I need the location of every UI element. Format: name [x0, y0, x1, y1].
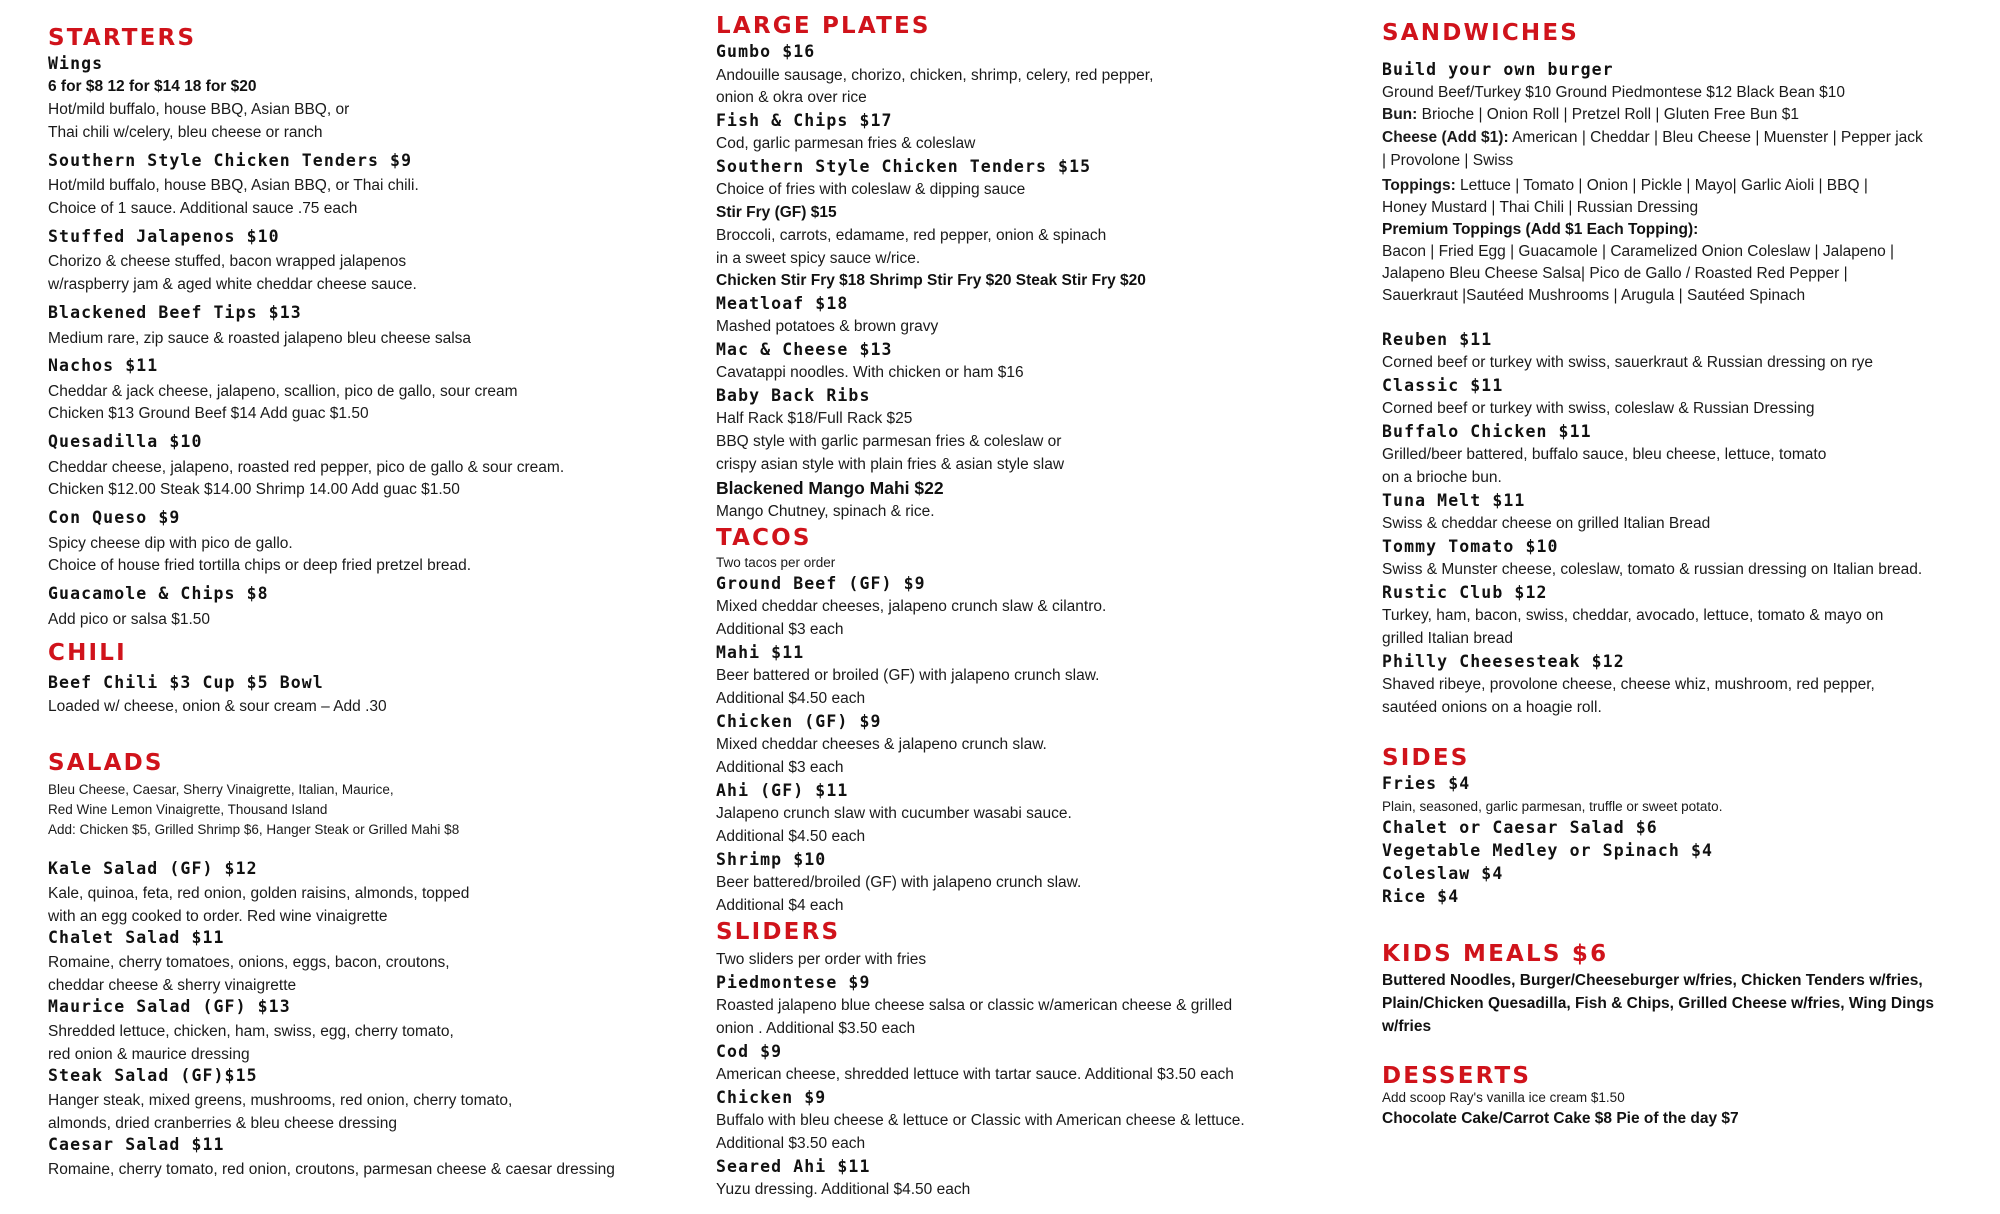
classic-desc: Corned beef or turkey with swiss, coleslaw & Russian Dressing — [1382, 400, 1815, 417]
fish-name: Fish & Chips $17 — [716, 111, 893, 130]
taco-ahi-name: Ahi (GF) $11 — [716, 781, 849, 800]
tommy-desc: Swiss & Munster cheese, coleslaw, tomato & russian dressing on Italian bread. — [1382, 561, 1923, 578]
chili-name: Beef Chili $3 Cup $5 Bowl — [48, 673, 324, 692]
kids-desc: Buttered Noodles, Burger/Cheeseburger w/fries, Chicken Tenders w/fries, — [1382, 972, 1923, 989]
jalapenos-desc: w/raspberry jam & aged white cheddar cheese sauce. — [48, 276, 417, 293]
caesar-name: Caesar Salad $11 — [48, 1135, 225, 1154]
byo-cheese — [1382, 127, 1923, 149]
jalapenos-desc: Chorizo & cheese stuffed, bacon wrapped jalapenos — [48, 253, 407, 270]
maurice-name: Maurice Salad (GF) $13 — [48, 997, 291, 1016]
kids-desc: w/fries — [1382, 1018, 1432, 1035]
buffalo-desc: Grilled/beer battered, buffalo sauce, bleu cheese, lettuce, tomato — [1382, 446, 1827, 463]
byo-toppings-cont: Honey Mustard | Thai Chili | Russian Dressing — [1382, 199, 1699, 216]
beeftips-name: Blackened Beef Tips $13 — [48, 303, 302, 322]
starter-tenders-desc: Choice of 1 sauce. Additional sauce .75 each — [48, 200, 358, 217]
gumbo-name: Gumbo $16 — [716, 42, 816, 61]
wings-name: Wings — [48, 54, 104, 73]
beeftips-desc: Medium rare, zip sauce & roasted jalapeno bleu cheese salsa — [48, 330, 472, 347]
cheese-options: American | Cheddar | Bleu Cheese | Muenster | Pepper jack — [1508, 129, 1923, 146]
steaksalad-desc: almonds, dried cranberries & bleu cheese dressing — [48, 1115, 397, 1132]
sliders-title: SLIDERS — [716, 919, 841, 945]
side-veg-name: Vegetable Medley or Spinach $4 — [1382, 841, 1714, 860]
bun-label: Bun: — [1382, 106, 1418, 123]
jalapenos-name: Stuffed Jalapenos $10 — [48, 227, 280, 246]
chili-title: CHILI — [48, 640, 127, 666]
nachos-desc: Chicken $13 Ground Beef $14 Add guac $1.50 — [48, 405, 369, 422]
taco-chicken-desc: Mixed cheddar cheeses & jalapeno crunch slaw. — [716, 736, 1047, 753]
gumbo-desc: Andouille sausage, chorizo, chicken, shrimp, celery, red pepper, — [716, 67, 1154, 84]
chalet-desc: Romaine, cherry tomatoes, onions, eggs, bacon, croutons, — [48, 954, 450, 971]
mango-mahi-desc: Mango Chutney, spinach & rice. — [716, 503, 935, 520]
mac-name: Mac & Cheese $13 — [716, 340, 893, 359]
taco-chicken-name: Chicken (GF) $9 — [716, 712, 882, 731]
quesadilla-desc: Chicken $12.00 Steak $14.00 Shrimp 14.00 Add guac $1.50 — [48, 481, 460, 498]
salad-dressings: Red Wine Lemon Vinaigrette, Thousand Island — [48, 802, 328, 817]
ribs-name: Baby Back Ribs — [716, 386, 871, 405]
salad-adds: Add: Chicken $5, Grilled Shrimp $6, Hanger Steak or Grilled Mahi $8 — [48, 822, 460, 837]
conqueso-name: Con Queso $9 — [48, 508, 181, 527]
toppings-options: Lettuce | Tomato | Onion | Pickle | Mayo| Garlic Aioli | BBQ | — [1455, 177, 1868, 194]
stirfry-name: Stir Fry (GF) $15 — [716, 204, 837, 221]
wings-desc: Hot/mild buffalo, house BBQ, Asian BBQ, or — [48, 101, 350, 118]
byo-toppings — [1382, 175, 1868, 197]
classic-name: Classic $11 — [1382, 376, 1504, 395]
desserts-note: Add scoop Ray's vanilla ice cream $1.50 — [1382, 1090, 1625, 1105]
guac-desc: Add pico or salsa $1.50 — [48, 611, 210, 628]
slider-ahi-desc: Yuzu dressing. Additional $4.50 each — [716, 1181, 971, 1198]
meatloaf-name: Meatloaf $18 — [716, 294, 849, 313]
slider-chicken-desc: Buffalo with bleu cheese & lettuce or Classic with American cheese & lettuce. — [716, 1112, 1245, 1129]
stirfry-desc: Broccoli, carrots, edamame, red pepper, onion & spinach — [716, 227, 1107, 244]
slider-ahi-name: Seared Ahi $11 — [716, 1157, 871, 1176]
starters-title: STARTERS — [48, 25, 197, 51]
slider-pied-name: Piedmontese $9 — [716, 973, 871, 992]
philly-desc: sautéed onions on a hoagie roll. — [1382, 699, 1602, 716]
gumbo-desc: onion & okra over rice — [716, 89, 867, 106]
side-fries-desc: Plain, seasoned, garlic parmesan, truffle or sweet potato. — [1382, 799, 1723, 814]
philly-name: Philly Cheesesteak $12 — [1382, 652, 1625, 671]
slider-cod-name: Cod $9 — [716, 1042, 783, 1061]
chili-desc: Loaded w/ cheese, onion & sour cream – Add .30 — [48, 698, 387, 715]
bun-options: Brioche | Onion Roll | Pretzel Roll | Gluten Free Bun $1 — [1417, 106, 1799, 123]
taco-shrimp-desc: Beer battered/broiled (GF) with jalapeno crunch slaw. — [716, 874, 1082, 891]
cheese-label: Cheese (Add $1): — [1382, 129, 1509, 146]
mango-mahi-name: Blackened Mango Mahi $22 — [716, 478, 944, 498]
tacos-title: TACOS — [716, 525, 812, 551]
side-fries-name: Fries $4 — [1382, 774, 1471, 793]
desserts-title: DESSERTS — [1382, 1063, 1532, 1089]
tuna-desc: Swiss & cheddar cheese on grilled Italian Bread — [1382, 515, 1711, 532]
rustic-desc: Turkey, ham, bacon, swiss, cheddar, avocado, lettuce, tomato & mayo on — [1382, 607, 1884, 624]
ribs-desc: crispy asian style with plain fries & asian style slaw — [716, 456, 1065, 473]
lp-tenders-desc: Choice of fries with coleslaw & dipping sauce — [716, 181, 1026, 198]
maurice-desc: red onion & maurice dressing — [48, 1046, 250, 1063]
tacos-note: Two tacos per order — [716, 555, 836, 570]
reuben-name: Reuben $11 — [1382, 330, 1493, 349]
taco-shrimp-desc: Additional $4 each — [716, 897, 844, 914]
taco-ahi-desc: Additional $4.50 each — [716, 828, 866, 845]
desserts-items: Chocolate Cake/Carrot Cake $8 Pie of the day $7 — [1382, 1110, 1739, 1127]
quesadilla-name: Quesadilla $10 — [48, 432, 203, 451]
quesadilla-desc: Cheddar cheese, jalapeno, roasted red pepper, pico de gallo & sour cream. — [48, 459, 565, 476]
taco-mahi-desc: Additional $4.50 each — [716, 690, 866, 707]
wings-prices: 6 for $8 12 for $14 18 for $20 — [48, 78, 257, 95]
caesar-desc: Romaine, cherry tomato, red onion, croutons, parmesan cheese & caesar dressing — [48, 1161, 615, 1178]
stirfry-options: Chicken Stir Fry $18 Shrimp Stir Fry $20 Steak Stir Fry $20 — [716, 272, 1146, 289]
mac-desc: Cavatappi noodles. With chicken or ham $16 — [716, 364, 1024, 381]
starter-tenders-desc: Hot/mild buffalo, house BBQ, Asian BBQ, or Thai chili. — [48, 177, 419, 194]
kids-title: KIDS MEALS $6 — [1382, 941, 1609, 967]
byo-bun — [1382, 104, 1799, 126]
meatloaf-desc: Mashed potatoes & brown gravy — [716, 318, 939, 335]
kale-name: Kale Salad (GF) $12 — [48, 859, 258, 878]
premium-label: Premium Toppings (Add $1 Each Topping): — [1382, 221, 1699, 238]
byo-cheese-cont: | Provolone | Swiss — [1382, 152, 1514, 169]
buffalo-desc: on a brioche bun. — [1382, 469, 1502, 486]
sides-title: SIDES — [1382, 745, 1470, 771]
chalet-desc: cheddar cheese & sherry vinaigrette — [48, 977, 297, 994]
sliders-note: Two sliders per order with fries — [716, 951, 927, 968]
premium-options: Bacon | Fried Egg | Guacamole | Caramelized Onion Coleslaw | Jalapeno | — [1382, 243, 1895, 260]
guac-name: Guacamole & Chips $8 — [48, 584, 269, 603]
large-plates-title: LARGE PLATES — [716, 13, 931, 39]
philly-desc: Shaved ribeye, provolone cheese, cheese whiz, mushroom, red pepper, — [1382, 676, 1875, 693]
premium-options: Sauerkraut |Sautéed Mushrooms | Arugula | Sautéed Spinach — [1382, 287, 1806, 304]
ribs-desc: BBQ style with garlic parmesan fries & coleslaw or — [716, 433, 1062, 450]
sandwiches-title: SANDWICHES — [1382, 20, 1580, 46]
salads-title: SALADS — [48, 750, 164, 776]
slider-cod-desc: American cheese, shredded lettuce with tartar sauce. Additional $3.50 each — [716, 1066, 1234, 1083]
wings-desc: Thai chili w/celery, bleu cheese or ranch — [48, 124, 323, 141]
slider-chicken-desc: Additional $3.50 each — [716, 1135, 866, 1152]
slider-pied-desc: onion . Additional $3.50 each — [716, 1020, 916, 1037]
slider-chicken-name: Chicken $9 — [716, 1088, 827, 1107]
side-coleslaw-name: Coleslaw $4 — [1382, 864, 1504, 883]
taco-beef-name: Ground Beef (GF) $9 — [716, 574, 926, 593]
side-salad-name: Chalet or Caesar Salad $6 — [1382, 818, 1658, 837]
byo-meats: Ground Beef/Turkey $10 Ground Piedmontese $12 Black Bean $10 — [1382, 84, 1845, 101]
kale-desc: Kale, quinoa, feta, red onion, golden raisins, almonds, topped — [48, 885, 470, 902]
taco-beef-desc: Mixed cheddar cheeses, jalapeno crunch slaw & cilantro. — [716, 598, 1107, 615]
maurice-desc: Shredded lettuce, chicken, ham, swiss, egg, cherry tomato, — [48, 1023, 454, 1040]
reuben-desc: Corned beef or turkey with swiss, sauerkraut & Russian dressing on rye — [1382, 354, 1874, 371]
tuna-name: Tuna Melt $11 — [1382, 491, 1526, 510]
taco-chicken-desc: Additional $3 each — [716, 759, 844, 776]
taco-shrimp-name: Shrimp $10 — [716, 850, 827, 869]
premium-options: Jalapeno Bleu Cheese Salsa| Pico de Gallo / Roasted Red Pepper | — [1382, 265, 1848, 282]
kids-desc: Plain/Chicken Quesadilla, Fish & Chips, Grilled Cheese w/fries, Wing Dings — [1382, 995, 1934, 1012]
nachos-name: Nachos $11 — [48, 356, 159, 375]
steaksalad-name: Steak Salad (GF)$15 — [48, 1066, 258, 1085]
salad-dressings: Bleu Cheese, Caesar, Sherry Vinaigrette, Italian, Maurice, — [48, 782, 394, 797]
starter-tenders-name: Southern Style Chicken Tenders $9 — [48, 151, 413, 170]
slider-pied-desc: Roasted jalapeno blue cheese salsa or classic w/american cheese & grilled — [716, 997, 1233, 1014]
taco-beef-desc: Additional $3 each — [716, 621, 844, 638]
chalet-name: Chalet Salad $11 — [48, 928, 225, 947]
side-rice-name: Rice $4 — [1382, 887, 1460, 906]
conqueso-desc: Spicy cheese dip with pico de gallo. — [48, 535, 293, 552]
fish-desc: Cod, garlic parmesan fries & coleslaw — [716, 135, 976, 152]
taco-mahi-desc: Beer battered or broiled (GF) with jalapeno crunch slaw. — [716, 667, 1100, 684]
lp-tenders-name: Southern Style Chicken Tenders $15 — [716, 157, 1092, 176]
steaksalad-desc: Hanger steak, mixed greens, mushrooms, red onion, cherry tomato, — [48, 1092, 513, 1109]
rustic-name: Rustic Club $12 — [1382, 583, 1548, 602]
taco-mahi-name: Mahi $11 — [716, 643, 805, 662]
tommy-name: Tommy Tomato $10 — [1382, 537, 1559, 556]
byo-name: Build your own burger — [1382, 60, 1614, 79]
rustic-desc: grilled Italian bread — [1382, 630, 1513, 647]
toppings-label: Toppings: — [1382, 177, 1456, 194]
conqueso-desc: Choice of house fried tortilla chips or deep fried pretzel bread. — [48, 557, 472, 574]
kale-desc: with an egg cooked to order. Red wine vinaigrette — [48, 908, 388, 925]
nachos-desc: Cheddar & jack cheese, jalapeno, scallion, pico de gallo, sour cream — [48, 383, 518, 400]
taco-ahi-desc: Jalapeno crunch slaw with cucumber wasabi sauce. — [716, 805, 1072, 822]
buffalo-name: Buffalo Chicken $11 — [1382, 422, 1592, 441]
stirfry-desc: in a sweet spicy sauce w/rice. — [716, 250, 921, 267]
ribs-desc: Half Rack $18/Full Rack $25 — [716, 410, 913, 427]
